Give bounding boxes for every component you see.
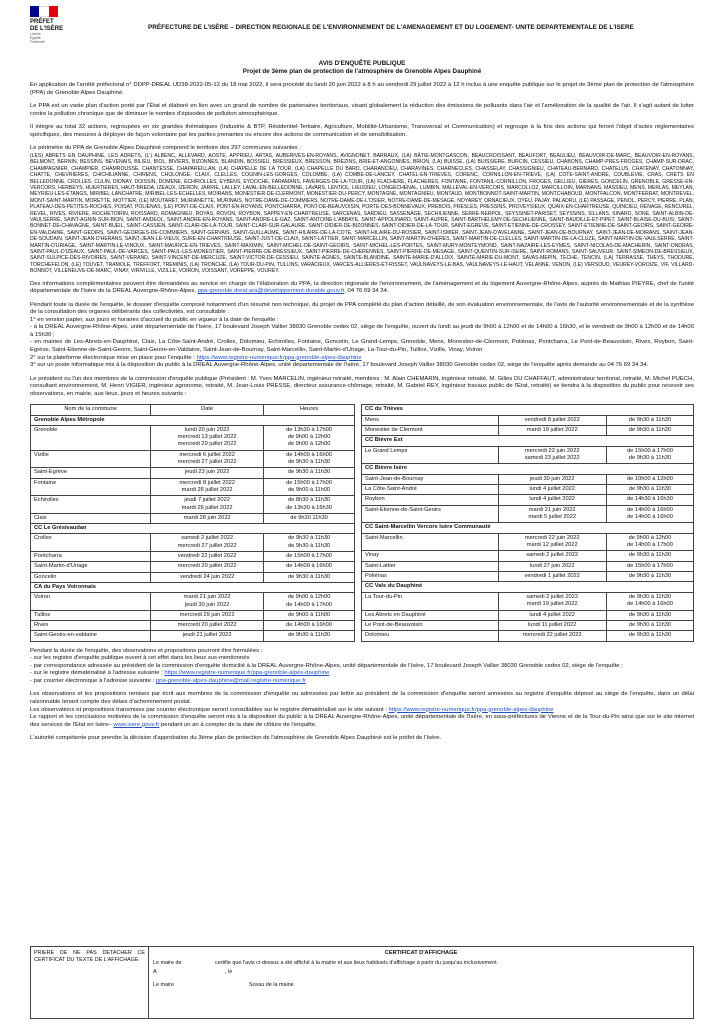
table-section-row	[31, 415, 355, 425]
certificate-title: CERTIFICAT D'AFFICHAGE	[384, 950, 458, 956]
commune-cell: Le Grand Lemps	[362, 446, 499, 464]
date-cell: mardi 21 juin 2022 jeudi 30 juin 2022	[151, 593, 264, 611]
table-row	[31, 562, 355, 572]
hours-cell: de 15h00 à 17h00	[606, 561, 693, 571]
header-date: Date	[151, 405, 264, 415]
table-row	[362, 551, 694, 561]
table-row	[362, 533, 694, 551]
commune-cell: Crolles	[31, 534, 151, 552]
commune-cell: Les Abrets en Dauphiné	[362, 610, 499, 620]
date-cell: mercredi 8 juillet 2022 mardi 26 juillet 2022	[151, 478, 264, 496]
table-row	[362, 610, 694, 620]
registre-link-3[interactable]: https://www.registre-numerique.fr/ppa-grenoble-alpes-dauphine	[388, 706, 554, 713]
table-section-row	[362, 582, 694, 592]
table-section-row	[362, 405, 694, 415]
hours-cell: de 14h30 à 16h30	[606, 495, 693, 505]
date-cell: jeudi 30 juin 2022	[498, 474, 606, 484]
commune-cell: Goncelin	[31, 572, 151, 582]
certificate-note: PRIERE DE NE PAS DETACHER CE CERTIFICAT DU TEXTE DE L'AFFICHAGE	[31, 947, 149, 1018]
table-row	[362, 505, 694, 523]
dossier-item-1b: - en mairies de Les-Abrets-en-Dauphiné, Claix, La Côte-Saint-André, Crolles, Dolomieu, Echirolles, Fontaine, Goncelin, Le Grand-Lemps, Grenoble, Mens, Monestier-de-Clermont, Poliénas, Pontcharra, Le Pont-de-Beauvoisin, Rives, Roybon, Saint-Egrève, Saint-Etienne-de-Saint-Geoirs, Saint-Geoire-en-Valdaine, Saint-Jean-de-Bournay, Saint-Marcellin, Saint-Martin-d'Uriage, La-Tour-du-Pin, Tullins, Vizille, Vinay, Voiron	[30, 339, 694, 354]
table-row	[362, 561, 694, 571]
commune-cell: Rives	[31, 621, 151, 631]
certificate-line: certifie que l'avis ci-dessus a été affiché à la mairie et aux lieux habituels d'affichage à partir du jusqu'au inclusivement.	[215, 960, 499, 967]
hours-cell: de 9h30 11h30	[264, 513, 355, 523]
table-row	[362, 592, 694, 610]
commune-cell: Saint-Lattier	[362, 561, 499, 571]
hours-cell: de 9h30 à 11h30	[264, 572, 355, 582]
hours-cell: de 9h30 à 11h30	[606, 620, 693, 630]
logo-text-isere: DE L'ISÈRE	[30, 25, 64, 32]
table-row	[362, 425, 694, 435]
commune-cell: Saint-Jean-de-Bournay	[362, 474, 499, 484]
commission-paragraph: Le président ou l'un des membres de la commission d'enquête publique (Président : M. Yves MARCELIN, ingénieur retraité, membres : M. Alain CHEMARIN, ingénieur retraité, M. Gilles DU CHAFFAUT, administrateur territorial, retraité, M. Michel PUECH, consultant environnement, M. Henri VIGIER, ingénieur agronome, retraité, M. Jean-Louis PRESSE, directeur assurance-chômage, retraité, M. Gabriel REY, ingénieur travaux public de l'Etat, retraité) se tiendra à la disposition du public pour recevoir ses observations, en mairie, aux lieux, jours et heures suivants :	[30, 375, 694, 397]
table-row	[31, 478, 355, 496]
hours-cell: de 9h30 à 11h30	[606, 415, 693, 425]
dossier-item-2: 2° sur la plateforme électronique mise en place pour l'enquête : https://www.registre-numerique.fr/ppa-grenoble-alpes-dauphine	[30, 354, 362, 361]
date-cell: vendredi 1 juillet 2022	[498, 572, 606, 582]
date-cell: samedi 2 juillet 2022	[498, 551, 606, 561]
table-row	[362, 474, 694, 484]
observations-l2: - par correspondance adressée au président de la commission d'enquête domicilié à la DREAL Auvergne-Rhône-Alpes, unité départementale de l'Isère, 17 boulevard Joseph Vallier 38030 Grenoble cedex 02, siège de l'enquête ;	[30, 662, 623, 669]
date-cell: mercredi 20 juillet 2022	[151, 562, 264, 572]
date-cell: jeudi 21 juillet 2022	[151, 631, 264, 641]
table-row	[31, 513, 355, 523]
table-section-row	[362, 436, 694, 446]
table-row	[362, 620, 694, 630]
hours-cell: de 9h30 à 11h30	[606, 572, 693, 582]
communes-list: (LES) ABRETS EN DAUPHINE, LES ADRETS, (L') ALBENC, ALLEVARD, AOSTE, APPRIEU, ARTAS, AUBERIVES-EN-ROYANS, AVIGNONET, BARRAUX, (LA) BÂTIE-MONTGASCON, BEAUCROISSANT, BEAUFORT, BEAULIEU, BEAUVOIR-DE-MARC, BEAUVOIR-EN-ROYANS, BELMONT, BERNIN, BESSINS, BEVENAIS, BILIEU, BIOL, BIVIERS, BIZONNES, BLANDIN, BOSSIEU, BRESSIEUX, BRESSON, BREZINS, BRIE-ET-ANGONNES, BRION, (LA) BUISSE, (LA) BUISSIERE, BURCIN, CESSIEU, CHABONS, CHAMP-PRES-FROGES, CHAMP-SUR-DRAC, CHAMPAGNIER, CHAMPIER, CHAMROUSSE, CHANTESSE, CHAPAREILLAN, (LA) CHAPELLE DE LA TOUR, (LA) CHAPELLE DU BARD, CHARANCIEU, CHARAVINES, CHARNECLES, CHASSELAY, CHASSIGNIEU, CHATEAU-BERNARD, CHATELUS, CHATENAY, CHATONNAY, CHATTE, CHEVRIERES, CHICHILIANNE, CHIRENS, CHOLONGE, CLAIX, CLELLES, COGNIN-LES-GORGES, COLOMBE, (LA) COMBE-DE-LANCEY, CHATEL-EN-TRIEVES, CORENC, CORNILLON-EN-TRIEVE, (LA) COTE-SAINT-ANDRE, COUBLEVIE, CRAS, CRETS EN BELLEDONNE, CROLLES, CULIN, DIONAY, DOISSIN, DOMENE, ECHIROLLES, EYBENS, EYDOCHE, FARAMANS, FAVERGES-DE-LA-TOUR, (LA) FLACHERE, FLACHERES, FONTAINE, FONTANIL-CORNILLON, FROGES, GELLIEU, GIÈRES, GONCELIN, GRENOBLE, GRESSE-EN-VERCORS, HERBEYS, HUERTIERES, HAUT-BREDA, IZEAUX, IZERON, JARRIE, LALLEY, LAVAL-EN-BELLEDONNE, LAVARS, LENTIOL, LIEUDIEU, LONGECHENAL, LUMBIN, MALLEVAL-EN-VERCORS, MARCOLLOZ, MARCILLOIN, MARNANS, MASSIEU, MENS, MERLAS, MEYLAN, MEYRIEU-LES-ETANGS, MIRIBEL-LANCHATRE, MIRIBEL-LES-ECHELLES, MOIRANS, MONESTIER-DE-CLERMONT, MONESTIER-DU-PERCY, MONTAGNE, MONTAGNIEU, MONTAUD, MONTBONNOT-SAINT-MARTIN, MONTCHABOUD, MONTFALCON, MONTFERRAT, MONTREVEL, MONT-SAINT-MARTIN, MORETTE, MOTTIER, (LE) MOUTARET, MURIANETTE, MURINAIS, NOTRE-DAME-DE-COMMIERS, NOTRE-DAME-DE-L'OSIER, NOTRE-DAME-DE-MESAGE, NOYAREY, ORNACIEUX, OYEU, PAJAY, PALADRU, (LE) PASSAGE, PENOL, PERCY, PIERRE, PLAN, PLATEAU-DES-PETITES-ROCHES, POISAT, POLIENAS, (LE) PONT-DE-CLAIX, PONT-EN-ROYANS, PONTCHARRA, PONT-DE-BEAUVOISIN, PORTE-DES-BONNEVAUX, PREBOIS, PRESLES, PRESSINS, PROVEYSIEUX, QUAIX-EN-CHARTREUSE, QUINCIEU, RENAGE, RENCUREL, REVEL, RIVES, RIVIERE, ROCHETOIRIN, ROISSARD, ROMAGNIEU, ROYAS, ROVON, ROYBON, SAPPEY-EN-CHARTREUSE, SARCENAS, SARDIEU, SASSENAGE, SECHILIENNE, SERRE-NERPOL, SEYSSINET-PARISET, SEYSSINS, SILLANS, SINARD, SONE, SAINT-ALBIN-DE-VAULSERRE, SAINT-AGNIN-SUR-BION, SAINT-ANDEOL, SAINT-ANDRE-EN-ROYANS, SAINT-ANDRE-LE-GAZ, SAINT-ANTOINE-L'ABBAYE, SAINT-APPOLINARD, SAINT-AUPRE, SAINT-BARTHELEMY-DE-SECHILIENNE, SAINT-BAUDILLE-ET-PIPET, SAINT-BLAISE-DU-BUIS, SAINT-BONNET-DE-CHAVAGNE, SAINT-BUEIL, SAINT-CASSIEN, SAINT-CLAIR-DE-LA-TOUR, SAINT-CLAIR-SUR-GALAURE, SAINT-DIDIER-DE-BIZONNES, SAINT-DIDIER-DE-LA-TOUR, SAINT-EGREVE, SAINT-ETIENNE-DE-CROSSEY, SAINT-ETIENNE-DE-SAINT-GEOIRS, SAINT-GEOIRE-EN-VALDAINE, SAINT-GEOIRS, SAINT-GEORGES-DE-COMMIERS, SAINT-GERVAIS, SAINT-GUILLAUME, SAINT-HILAIRE-DE-LA-COTE, SAINT-HILAIRE-DU-ROSIER, SAINT-ISMIER, SAINT-JEAN-D'AVELANNE, SAINT-JEAN-DE-BOURNAY, SAINT-JEAN-DE-MOIRANS, SAINT-JEAN-DE-SOUDAIN, SAINT-JEAN-D'HERANS, SAINT-JEAN-LE-VIEUX, SURE-EN-CHARTREUSE, SAINT-JUST-DE-CLAIX, SAINT-LATTIER, SAINT-MARCELLIN, SAINT-MARTIN-D'HERES, SAINT-MARTIN-DE-CLELLES, SAINT-MARTIN-DE-LA-CLUZE, SAINT-MARTIN-DE-VAULSERRE, SAINT-MARTIN-D'URIAGE, SAINT-MARTIN-LE-VINOUX, SAINT-MAURICE-EN-TRIEVES, SAINT-MAXIMIN, SAINT-MICHEL-DE-SAINT-GEOIRS, SAINT-MICHEL-LES-PORTES, SAINT-MURY-MONTEYMOND, SAINT-NAZAIRE-LES-EYMES, SAINT-NICOLAS-DE-MACHERIN, SAINT-ONDRAS, SAINT-PAUL-D'IZEAUX, SAINT-PAUL-DE-VARCES, SAINT-PAUL-LES-MONESTIER, SAINT-PIERRE-DE-BRESSIEUX, SAINT-PIERRE-DE-CHERENNES, SAINT-PIERRE-DE-MESAGE, SAINT-QUENTIN-SUR-ISERE, SAINT-ROMANS, SAINT-SAUVEUR, SAINT-SIMEON-DE-BRESSIEUX, SAINT-SULPICE-DES-RIVOIRES, SAINT-VERAND, SAINT-VINCENT-DE-MERCUZE, SAINT-VICTOR-DE-CESSIEU, SAINTE-AGNES, SAINTE-BLANDINE, SAINTE-MARIE-D'ALLOIX, SAINTE-MARIE-DU-MONT, SAVAS-MEPIN, TECHE, TENCIN, (LA) TERRASSE, THEYS, THODURE, TORCHEFELON, (LE) TOUVET, TRAMOLE, TREFFORT, TREMINIS, (LA) TRONCHE, (LA) TOUR-DU-PIN, TULLINS, VARACIEUX, VARCES-ALLIERES-ET-RISSET, VAULNAVEYS-LE-BAS, VAULNAVEYS-LE-HAUT, VELANNE, VENON, (LE) VERSOUD, VEUREY-VOROIZE, VIF, VILLARD-BONNOT, VILLENEUVE-DE-MARC, VINAY, VIRIVILLE, VIZILLE, VOIRON, VOISSANT, VOREPPE, VOUREY.	[30, 152, 694, 275]
table-row	[362, 446, 694, 464]
hours-cell: de 15h00 à 17h00 de 9h30 à 11h30	[606, 446, 693, 464]
prefet-logo	[30, 6, 88, 45]
hours-cell: de 15h00 à 17h00	[264, 552, 355, 562]
header	[30, 6, 694, 58]
commune-cell: La Côte-Saint-André	[362, 485, 499, 495]
registre-link[interactable]: https://www.registre-numerique.fr/ppa-grenoble-alpes-dauphine	[196, 354, 362, 361]
observations-intro: Pendant la durée de l'enquête, des observations et propositions pourront être formulées :	[30, 647, 263, 654]
date-cell: mercredi 6 juillet 2022 mercredi 27 juillet 2022	[151, 450, 264, 468]
hours-cell: de 13h30 à 17h00 de 9h00 à 12h00 de 9h00 à 12h00	[264, 425, 355, 450]
date-cell: lundi 27 juin 2022	[498, 561, 606, 571]
table-row	[31, 468, 355, 478]
table-row	[31, 496, 355, 514]
hours-cell: de 9h30 à 11h30	[606, 551, 693, 561]
section-label: CC Le Grésivaudan	[31, 524, 355, 534]
commune-cell: Echirolles	[31, 496, 151, 514]
date-cell: mercredi 20 juillet 2022	[151, 621, 264, 631]
hours-cell: de 10h00 à 12h00	[606, 474, 693, 484]
table-row	[362, 485, 694, 495]
date-cell: lundi 20 juin 2022 mercredi 13 juillet 2022 mercredi 29 juillet 2022	[151, 425, 264, 450]
hours-cell: de 14h00 à 16h00	[264, 562, 355, 572]
section-label: CC Saint-Marcellin Vercors Isère Communauté	[362, 523, 694, 533]
header-hours: Heures	[264, 405, 355, 415]
certificate-box	[30, 946, 694, 1019]
date-cell: samedi 2 juillet 2022 mardi 19 juillet 2022	[498, 592, 606, 610]
date-cell: jeudi 7 juillet 2022 mardi 26 juillet 2022	[151, 496, 264, 514]
hours-cell: de 14h00 à 16h00 de 9h30 à 11h30	[264, 450, 355, 468]
section-label: CC du Trièves	[362, 405, 694, 415]
commune-cell: Vizille	[31, 450, 151, 468]
table-section-row	[362, 464, 694, 474]
dossier-item-1a: - à la DREAL Auvergne-Rhône-Alpes, unité départementale de l'Isère, 17 boulevard Joseph Vallier 38030 Grenoble cedex 02, siège de l'enquête, ouvert du lundi au jeudi de 9h00 à 12h00 et de 14h00 à 16h30, et le vendredi de 9h00 à 12h00 et de 14h00 à 15h30 ;	[30, 324, 694, 338]
info-paragraph: Des informations complémentaires peuvent être demandées au service en charge de l'élaboration du PPA, la direction régionale de l'environnement, de l'aménagement et du logement Auvergne-Rhône-Alpes, auprès de Mathias PIEYRE, chef de l'unité départementale de l'Isère de la DREAL Auvergne-Rhône-Alpes, ppa-grenoble.dreal-ara@developpement-durable.gouv.fr, 04 76 69 34 34.	[30, 280, 694, 295]
commune-cell: Saint-Marcellin	[362, 533, 499, 551]
certificate-le: , le	[225, 969, 233, 976]
commune-cell: Poliénas	[362, 572, 499, 582]
date-cell: jeudi 23 juin 2022	[151, 468, 264, 478]
date-cell: lundi 4 juillet 2022	[498, 610, 606, 620]
header-commune: Nom de la commune	[31, 405, 151, 415]
table-section-row	[31, 524, 355, 534]
date-cell: vendredi 22 juillet 2022	[151, 552, 264, 562]
table-row	[362, 631, 694, 642]
annexed-paragraph: Les observations et les propositions remises par écrit aux membres de la commission d'enquête ou adressées par lettre au président de la commission d'enquête seront annexées au registre d'enquête déposé au siège de l'enquête, dans un délai raisonnable tenant compte des délais d'acheminement postal.	[30, 691, 694, 705]
hours-cell: de 9h00 à 12h00 de 14h00 à 17h00	[264, 593, 355, 611]
table-row	[362, 415, 694, 425]
date-cell: mercredi 22 juin 2022 mardi 12 juillet 2022	[498, 533, 606, 551]
date-cell: mardi 28 juin 2022	[151, 513, 264, 523]
date-cell: mardi 21 juin 2022 mardi 5 juillet 2022	[498, 505, 606, 523]
date-cell: mercredi 22 juin 2022 samedi 23 juillet 2022	[498, 446, 606, 464]
date-cell: lundi 4 juillet 2022	[498, 485, 606, 495]
hours-cell: de 15h00 à 17h00 de 9h00 à 11h00	[264, 478, 355, 496]
report-paragraph: Le rapport et les conclusions motivées de la commission d'enquête seront mis à la disposition du public à la DREAL Auvergne-Rhône-Alpes, unité départementale de l'Isère, en sous-préfectures de Vienne et de la Tour-du-Pin ainsi que sur le site internet des services de l'Etat en Isère– www.isere.gouv.fr pendant un an à compter de la date de clôture de l'enquête.	[30, 714, 694, 728]
hours-cell: de 9h30 à 11h30	[606, 485, 693, 495]
hours-cell: de 9h30 à 11h30	[264, 631, 355, 641]
hours-cell: de 14h00 à 16h00	[264, 621, 355, 631]
hours-cell: de 9h30 à 11h30 de 9h30 à 11h30	[264, 534, 355, 552]
certificate-a: A	[153, 969, 157, 976]
hours-cell: de 9h30 à 11h30 de 14h00 à 16h00	[606, 592, 693, 610]
dossier-item-1: 1° en version papier, aux jours et horaires d'accueil du public en vigueur à la date de l'enquête :	[30, 316, 279, 323]
authority-paragraph: L'autorité compétente pour prendre la décision d'approbation du 3ème plan de protection de l'atmosphère de Grenoble Alpes Dauphiné est le préfet de l'Isère.	[30, 735, 442, 742]
commune-cell: Mens	[362, 415, 499, 425]
certificate-body	[149, 947, 693, 1018]
info-email-link[interactable]: ppa-grenoble.dreal-ara@developpement-durable.gouv.fr	[197, 288, 345, 295]
commune-cell: Saint-Etienne-de-Saint-Geoirs	[362, 505, 499, 523]
table-row	[31, 534, 355, 552]
table-row	[31, 631, 355, 641]
dossier-paragraph: Pendant toute la durée de l'enquête, le dossier d'enquête composé notamment d'un résumé non technique, du projet de PPA complété du plan d'action détaillé, de son évaluation environnementale, de l'avis de l'autorité environnementale et de la synthèse de la consultation des organes délibérants des collectivités, est consultable :	[30, 301, 694, 316]
observations-l4: - par courrier électronique à l'adresse suivante : ppa-grenoble-alpes-dauphine@mail.registre-numerique.fr	[30, 677, 306, 684]
table-row	[31, 425, 355, 450]
email-link[interactable]: ppa-grenoble-alpes-dauphine@mail.registre-numerique.fr	[155, 677, 306, 684]
hours-cell: de 9h30 à 11h30	[606, 425, 693, 435]
permanences-tables	[30, 404, 694, 641]
date-cell: vendredi 8 juillet 2022	[498, 415, 606, 425]
logo-text-prefet: PRÉFET	[30, 19, 54, 25]
commune-cell: Grenoble	[31, 425, 151, 450]
intro-paragraph: En application de l'arrêté préfectoral n° DDPP-DREAL UD38-2022-05-12 du 18 mai 2022, il sera procédé du lundi 20 juin 2022 à 8 h au vendredi 29 juillet 2022 à 12 h inclus à une enquête publique sur le projet de 3ème plan de protection de l'atmosphère (PPA) de Grenoble Alpes Dauphiné.	[30, 82, 694, 96]
commune-cell: Fontaine	[31, 478, 151, 496]
date-cell: mercredi 22 juillet 2022	[498, 631, 606, 642]
table-row	[362, 495, 694, 505]
date-cell: mardi 19 juillet 2022	[498, 425, 606, 435]
commune-cell: Voiron	[31, 593, 151, 611]
hours-cell: de 9h30 à 11h30	[264, 468, 355, 478]
perimeter-intro: Le périmètre du PPA de Grenoble Alpes Dauphiné comprend le territoire des 297 communes suivantes :	[30, 145, 302, 152]
section-label: CC Bièvre Est	[362, 436, 694, 446]
commune-cell: Dolomieu	[362, 631, 499, 642]
table-row	[31, 621, 355, 631]
hours-cell: de 9h30 à 11h30	[606, 610, 693, 620]
commune-cell: Le Pont-de-Beauvoisin	[362, 620, 499, 630]
date-cell: lundi 4 juillet 2022	[498, 495, 606, 505]
section-label: CA du Pays Voironnais	[31, 582, 355, 592]
date-cell: vendredi 24 juin 2022	[151, 572, 264, 582]
isere-gouv-link[interactable]: www.isere.gouv.fr	[113, 721, 160, 728]
certificate-le-maire: Le maire	[153, 981, 174, 988]
permanences-table-right	[361, 404, 694, 641]
table-row	[31, 593, 355, 611]
commune-cell: Pontcharra	[31, 552, 151, 562]
date-cell: samedi 2 juillet 2022 mercredi 27 juillet 2022	[151, 534, 264, 552]
registre-link-2[interactable]: https://www.registre-numerique.fr/ppa-grenoble-alpes-dauphine	[164, 670, 330, 677]
date-cell: lundi 11 juillet 2022	[498, 620, 606, 630]
notice-subtitle: Projet de 3ème plan de protection de l'atmosphère de Grenoble Alpes Dauphiné	[242, 68, 482, 76]
table-row	[31, 572, 355, 582]
certificate-maire-de: Le maire de	[153, 960, 182, 967]
table-row	[31, 610, 355, 620]
commune-cell: Saint-Geoirs-en-valdaine	[31, 631, 151, 641]
commune-cell: Vinay	[362, 551, 499, 561]
ppa-description: Le PPA est un vaste plan d'action porté par l'État et élaboré en lien avec un grand de nombre de partenaires territoriaux, visant globalement la réduction des émissions de polluants dans l'air et l'amélioration de la qualité de l'air. Il s'agit autant de lutter contre la pollution chronique que de diminuer le nombre d'épisodes de pollution atmosphérique.	[30, 103, 694, 117]
commune-cell: Roybon	[362, 495, 499, 505]
consult-paragraph: Les observations et propositions transmises par courrier électronique seront consultables sur le registre dématérialisé sur le site suivant : https://www.registre-numerique.fr/ppa-grenoble-alpes-dauphine	[30, 706, 554, 713]
dossier-item-3: 3° sur un poste informatique mis à la disposition du public à la DREAL Auvergne-Rhône-Alpes, unité départementale de l'Isère, 17 boulevard Joseph Vallier 38030 Grenoble cedex 02, siège de l'enquête après demande au 04 76 69 34 34.	[30, 362, 649, 369]
hours-cell: de 8h30 à 11h30 de 13h30 à 16h30	[264, 496, 355, 514]
commune-cell: Monestier de Clermont	[362, 425, 499, 435]
commune-cell: Saint-Egrève	[31, 468, 151, 478]
section-label: Grenoble Alpes Métropole	[31, 415, 355, 425]
date-cell: mercredi 29 juin 2022	[151, 610, 264, 620]
commune-cell: La Tour-du-Pin	[362, 592, 499, 610]
notice-title: AVIS D'ENQUÊTE PUBLIQUE	[318, 60, 406, 67]
actions-paragraph: Il intègre au total 32 actions, regroupées en six grandes thématiques (Industrie & BTP, Résidentiel-Tertiaire, Agriculture, Mobilité-Urbanisme, Transversal et Communication) et regroupe à la fois des actions qui feront l'objet d'actes réglementaires spécifiques, des mesures à déployer de façon volontaire par les parties prenantes ou encore des actions de communication et de sensibilisation.	[30, 124, 694, 138]
certificate-sceau: Sceau de la mairie	[249, 981, 294, 988]
observations-l3: - sur le registre dématérialisé à l'adresse suivante : https://www.registre-numerique.fr/ppa-grenoble-alpes-dauphine	[30, 670, 330, 677]
french-flag-icon	[30, 6, 58, 17]
table-row	[31, 450, 355, 468]
header-title: PRÉFECTURE DE L'ISÈRE – DIRECTION REGIONALE DE L'ENVIRONNEMENT DE L'AMENAGEMENT ET DU LOGEMENT- UNITE DEPARTEMENTALE DE L'ISERE	[148, 24, 634, 31]
table-section-row	[31, 582, 355, 592]
table-row	[31, 552, 355, 562]
hours-cell: de 9h30 à 11h30	[606, 631, 693, 642]
permanences-table-left	[30, 404, 355, 641]
hours-cell: de 9h00 à 12h00 de 14h00 à 17h00	[606, 533, 693, 551]
hours-cell: de 9h00 à 11h00	[264, 610, 355, 620]
table-row	[362, 572, 694, 582]
logo-motto: Liberté Égalité Fraternité	[30, 32, 45, 44]
commune-cell: Tullins	[31, 610, 151, 620]
table-section-row	[362, 523, 694, 533]
commune-cell: Saint-Martin-d'Uriage	[31, 562, 151, 572]
section-label: CC Vals du Dauphiné	[362, 582, 694, 592]
section-label: CC Bièvre Isère	[362, 464, 694, 474]
hours-cell: de 14h00 à 16h00 de 14h00 à 16h00	[606, 505, 693, 523]
observations-l1: - sur les registre d'enquête publique ouvert à cet effet dans les lieux sus-mentionnés	[30, 655, 250, 662]
commune-cell: Claix	[31, 513, 151, 523]
